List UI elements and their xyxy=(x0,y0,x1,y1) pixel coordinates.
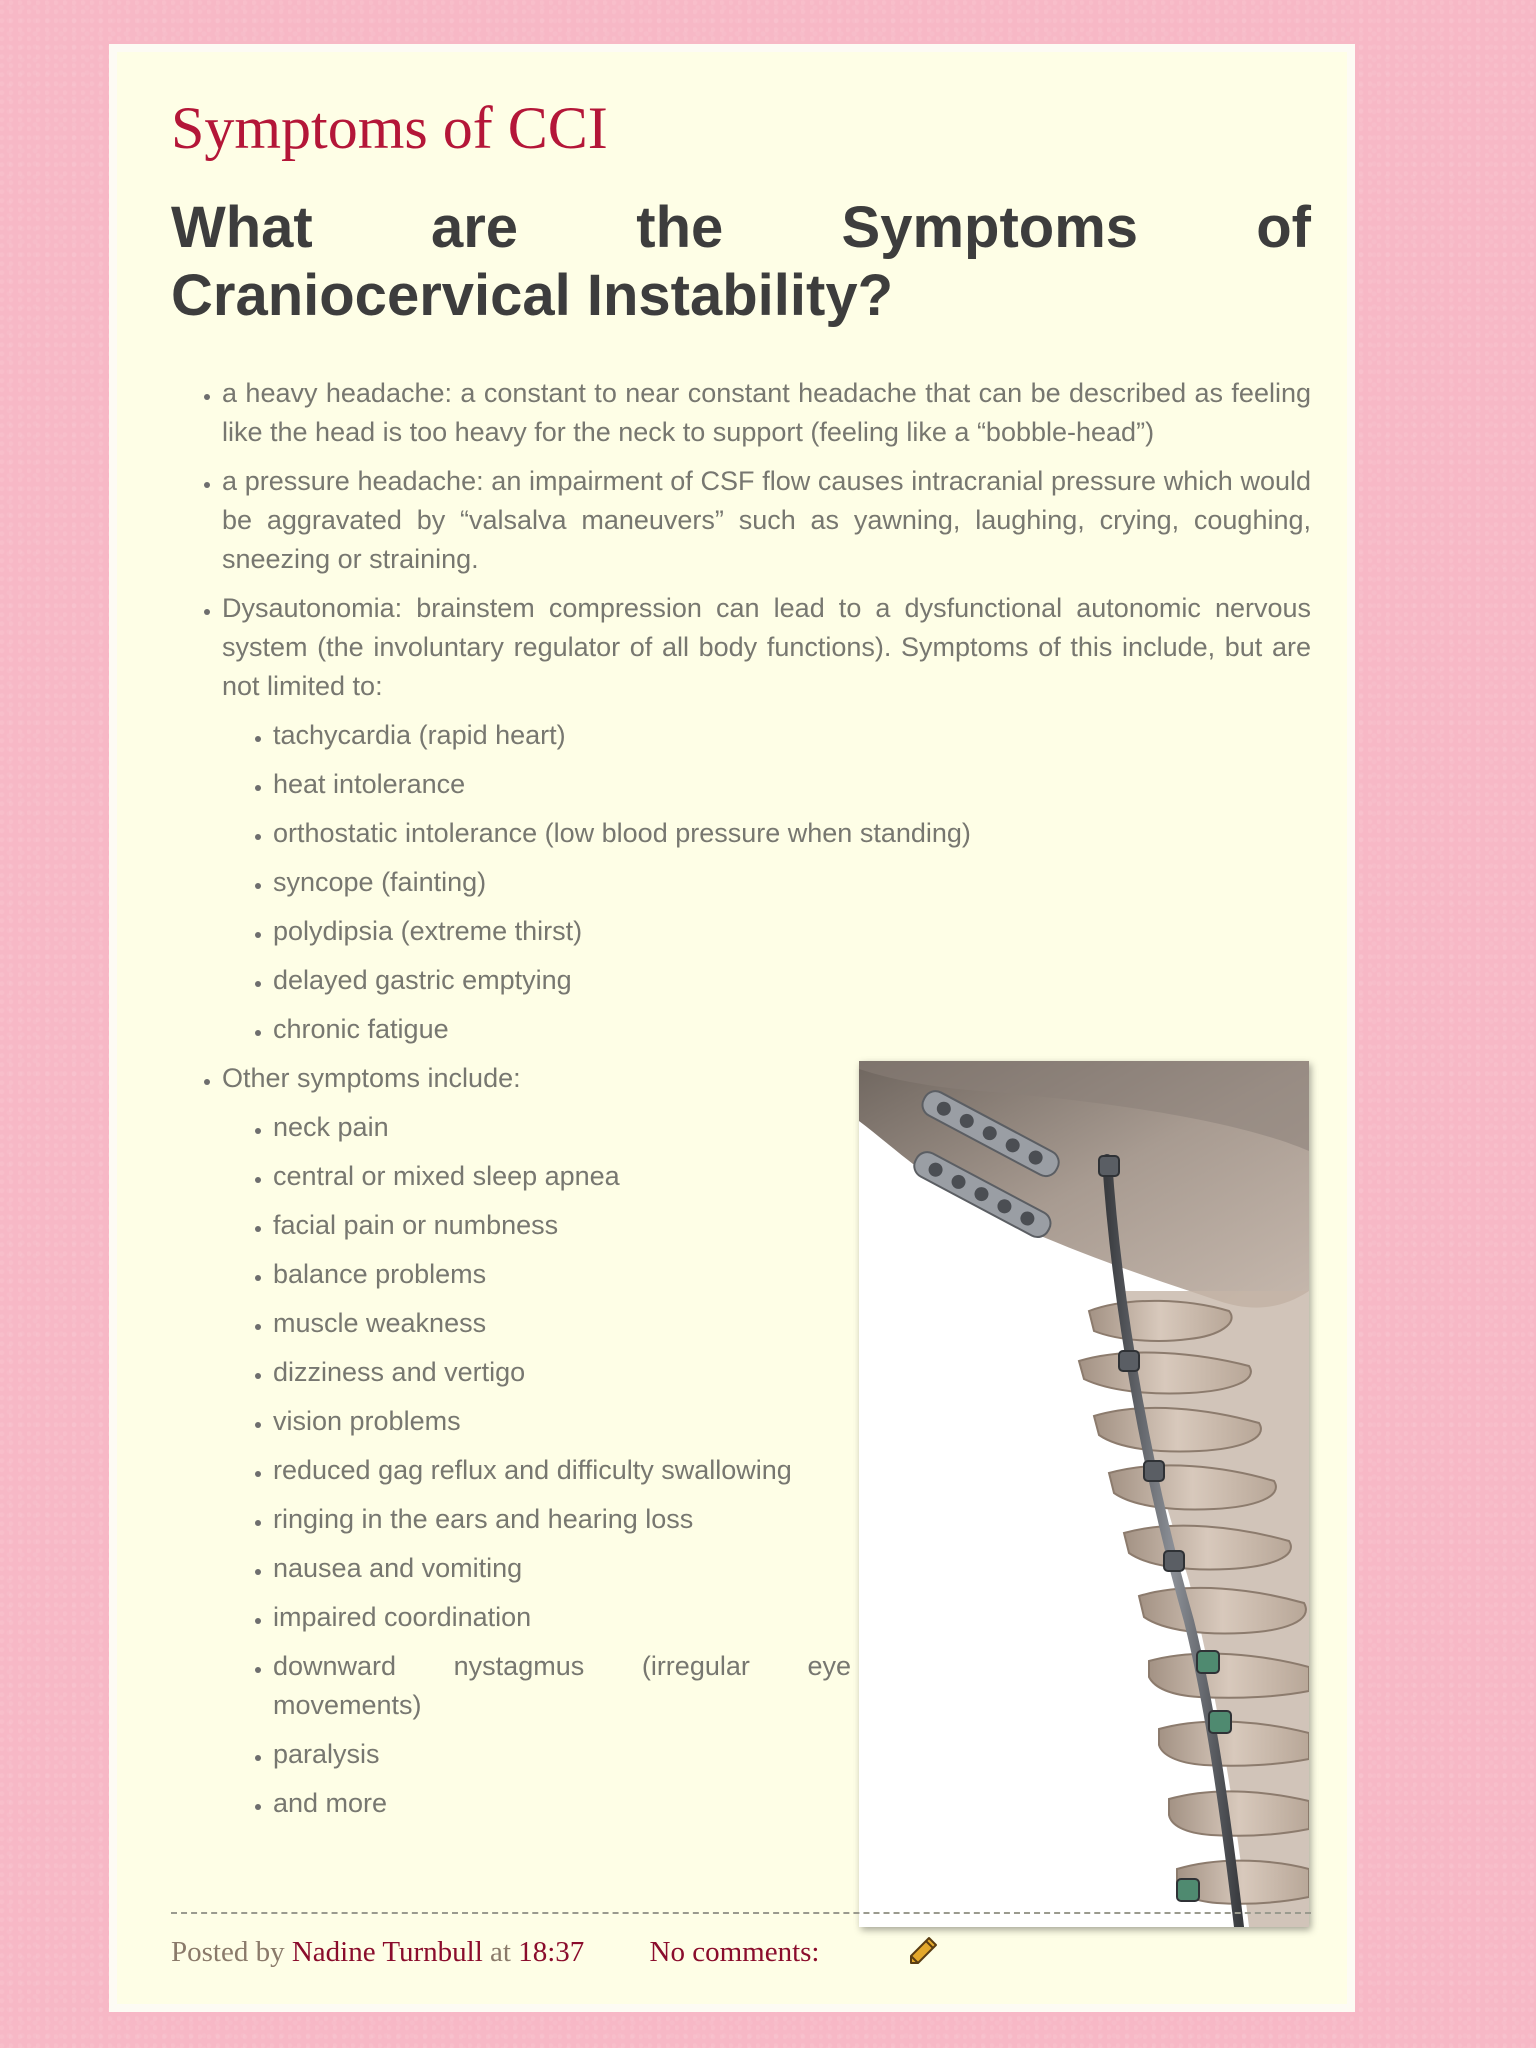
list-item: • heat intolerance xyxy=(273,765,1311,804)
list-item: • downward nystagmus (irregular eye movements) xyxy=(273,1647,851,1725)
list-item: • a heavy headache: a constant to near constant headache that can be described as feeling like the head is too heavy for the neck to support (feeling like a “bobble-head”) xyxy=(222,374,1311,452)
list-item: • and more xyxy=(273,1784,851,1823)
at-label: at xyxy=(490,1936,511,1968)
footer-divider xyxy=(171,1912,1311,1914)
list-item: • reduced gag reflux and difficulty swallowing xyxy=(273,1451,851,1490)
post-body xyxy=(171,92,1311,1833)
posted-by-label: Posted by xyxy=(171,1936,285,1968)
list-item: • central or mixed sleep apnea xyxy=(273,1157,851,1196)
list-item: • nausea and vomiting xyxy=(273,1549,851,1588)
cervical-spine-illustration[interactable] xyxy=(859,1061,1309,1927)
other-text: Other symptoms include: xyxy=(222,1063,521,1093)
list-item: • dizziness and vertigo xyxy=(273,1353,851,1392)
list-item: • ringing in the ears and hearing loss xyxy=(273,1500,851,1539)
comments-link[interactable]: No comments: xyxy=(649,1936,820,1968)
list-item: • polydipsia (extreme thirst) xyxy=(273,912,1311,951)
other-symptoms xyxy=(222,1108,851,1823)
pencil-icon[interactable] xyxy=(907,1935,939,1976)
section-heading: What are the Symptoms of Craniocervical Instability? xyxy=(171,195,1311,328)
list-item: • tachycardia (rapid heart) xyxy=(273,716,1311,755)
list-item: • delayed gastric emptying xyxy=(273,961,1311,1000)
list-item: • muscle weakness xyxy=(273,1304,851,1343)
list-item: • vision problems xyxy=(273,1402,851,1441)
blog-post xyxy=(109,44,1355,2012)
list-item: • orthostatic intolerance (low blood pressure when standing) xyxy=(273,814,1311,853)
list-item: • impaired coordination xyxy=(273,1598,851,1637)
list-item-dysautonomia xyxy=(222,589,1311,1049)
list-item: • neck pain xyxy=(273,1108,851,1147)
list-item: • facial pain or numbness xyxy=(273,1206,851,1245)
author-link[interactable]: Nadine Turnbull xyxy=(291,1936,483,1968)
list-item: • balance problems xyxy=(273,1255,851,1294)
post-title[interactable]: Symptoms of CCI xyxy=(171,95,608,161)
list-item: • a pressure headache: an impairment of CSF flow causes intracranial pressure which would be aggravated by “valsalva maneuvers” such as yawning, laughing, crying, coughing, sneezing or straining. xyxy=(222,462,1311,579)
dysautonomia-text: Dysautonomia: brainstem compression can lead to a dysfunctional autonomic nervous system (the involuntary regulator of all body functions). Symptoms of this include, but are not limited to: xyxy=(222,593,1311,701)
dysautonomia-symptoms xyxy=(222,716,1311,1049)
post-footer xyxy=(171,1934,939,1976)
list-item: • syncope (fainting) xyxy=(273,863,1311,902)
list-item: • paralysis xyxy=(273,1735,851,1774)
list-item: • chronic fatigue xyxy=(273,1010,1311,1049)
timestamp-link[interactable]: 18:37 xyxy=(518,1936,585,1968)
